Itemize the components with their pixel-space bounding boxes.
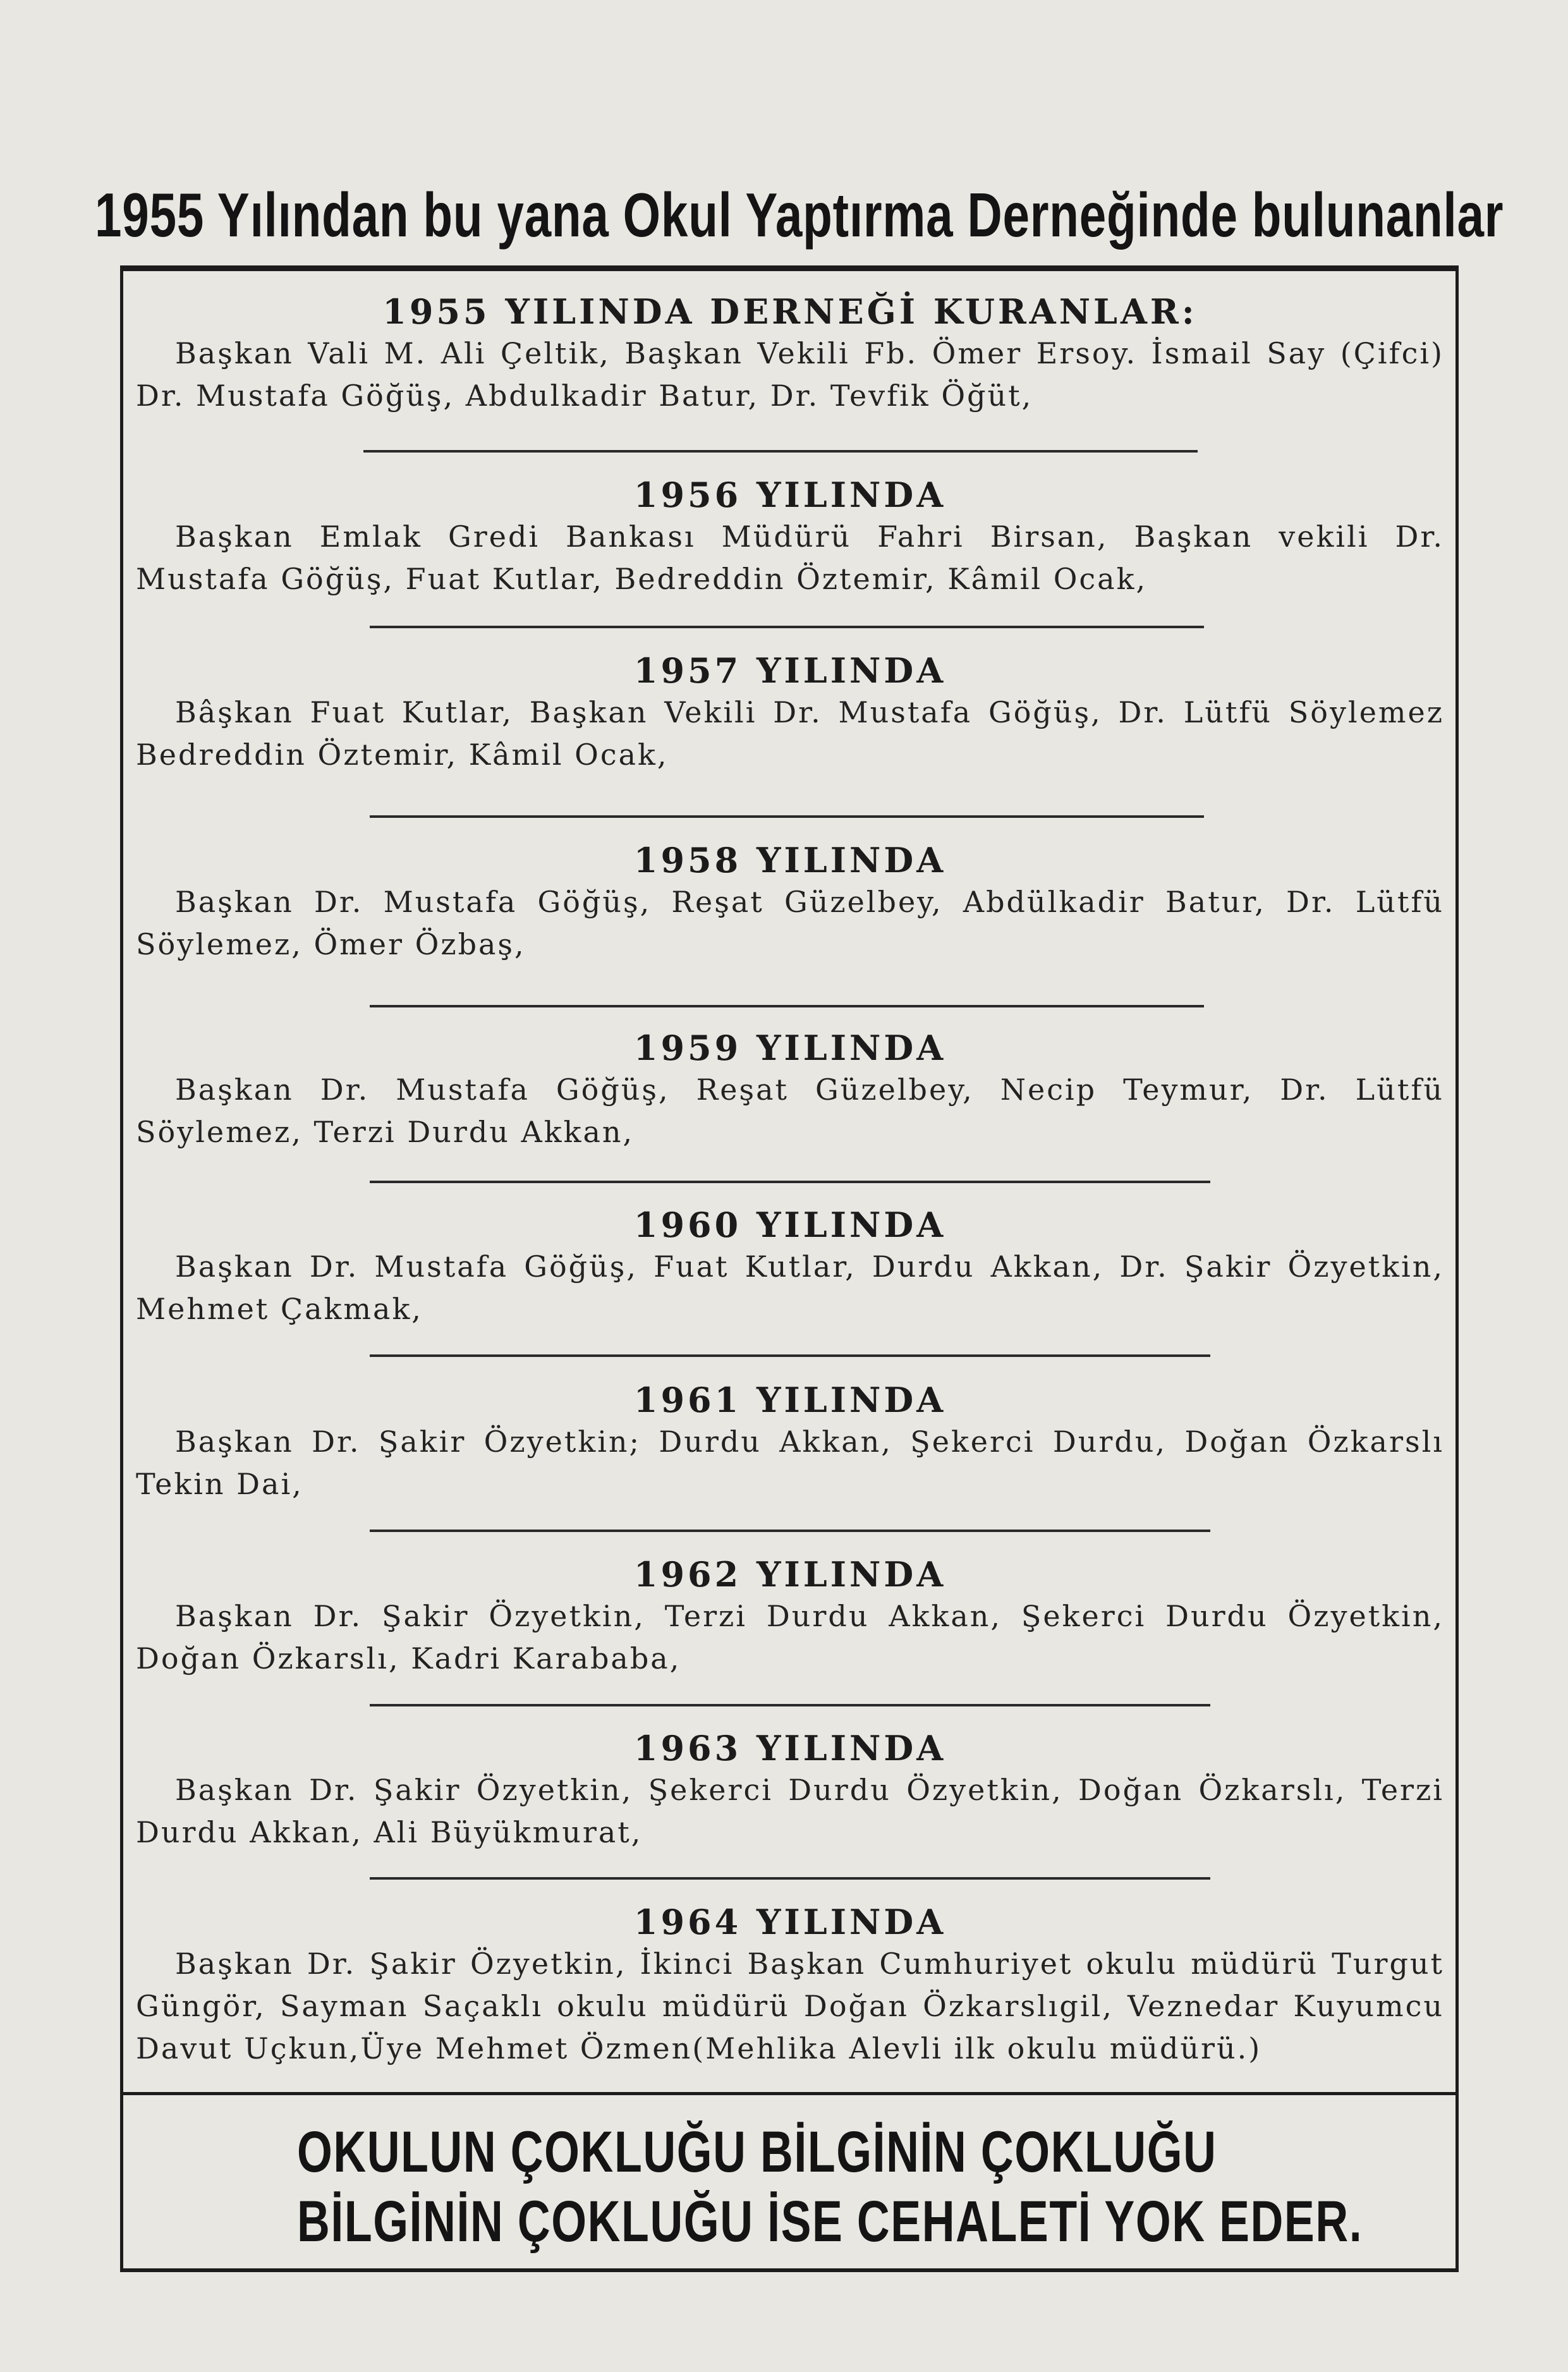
section-divider bbox=[370, 1704, 1210, 1706]
section-1964 bbox=[136, 1901, 1444, 2070]
section-title: 1956 YILINDA bbox=[633, 475, 947, 515]
section-divider bbox=[370, 1181, 1210, 1183]
section-title: 1961 YILINDA bbox=[633, 1380, 947, 1420]
page-headline: 1955 Yılından bu yana Okul Yaptırma Derneğinde bulunanlar bbox=[95, 180, 1504, 250]
section-1957 bbox=[136, 650, 1444, 776]
section-title: 1962 YILINDA bbox=[633, 1554, 947, 1595]
section-text: Başkan Dr. Şakir Özyetkin; Durdu Akkan, Şekerci Durdu, Doğan Özkarslı Tekin Dai, bbox=[136, 1425, 1444, 1501]
section-1960 bbox=[136, 1204, 1444, 1330]
section-1958 bbox=[136, 839, 1444, 966]
section-divider bbox=[363, 450, 1198, 453]
section-title: 1957 YILINDA bbox=[633, 650, 947, 691]
section-1959 bbox=[136, 1027, 1444, 1153]
section-title: 1963 YILINDA bbox=[633, 1728, 947, 1768]
section-divider bbox=[370, 1005, 1204, 1007]
section-1962 bbox=[136, 1554, 1444, 1680]
section-text: Başkan Vali M. Ali Çeltik, Başkan Vekili Fb. Ömer Ersoy. İsmail Say (Çifci) Dr. Mustafa Göğüş, Abdulkadir Batur, Dr. Tevfik Öğüt, bbox=[136, 336, 1444, 413]
section-title: 1964 YILINDA bbox=[633, 1902, 947, 1942]
section-divider bbox=[370, 1877, 1210, 1880]
section-title: 1959 YILINDA bbox=[633, 1028, 947, 1068]
section-text: Başkan Dr. Şakir Özyetkin, Terzi Durdu Akkan, Şekerci Durdu Özyetkin, Doğan Özkarslı, Kadri Karababa, bbox=[136, 1599, 1444, 1676]
section-title: 1955 YILINDA DERNEĞİ KURANLAR: bbox=[382, 291, 1198, 332]
motto-divider bbox=[123, 2092, 1456, 2095]
section-text: Başkan Dr. Şakir Özyetkin, Şekerci Durdu Özyetkin, Doğan Özkarslı, Terzi Durdu Akkan, Ali Büyükmurat, bbox=[136, 1773, 1444, 1849]
motto-line-1: OKULUN ÇOKLUĞU BİLGİNİN ÇOKLUĞU bbox=[297, 2120, 1217, 2184]
section-divider bbox=[370, 1354, 1210, 1357]
section-text: Başkan Dr. Şakir Özyetkin, İkinci Başkan Cumhuriyet okulu müdürü Turgut Güngör, Sayman Saçaklı okulu müdürü Doğan Özkarslıgil, Veznedar Kuyumcu Davut Uçkun,Üye Mehmet Özmen(Mehlika Alevli ilk okulu müdürü.) bbox=[136, 1947, 1444, 2065]
section-1956 bbox=[136, 474, 1444, 600]
section-divider bbox=[370, 815, 1204, 818]
section-title: 1958 YILINDA bbox=[633, 840, 947, 880]
section-1961 bbox=[136, 1379, 1444, 1505]
section-divider bbox=[370, 626, 1204, 628]
section-text: Başkan Emlak Gredi Bankası Müdürü Fahri Birsan, Başkan vekili Dr. Mustafa Göğüş, Fuat Kutlar, Bedreddin Öztemir, Kâmil Ocak, bbox=[136, 520, 1444, 596]
section-text: Başkan Dr. Mustafa Göğüş, Reşat Güzelbey, Abdülkadir Batur, Dr. Lütfü Söylemez, Ömer Özbaş, bbox=[136, 885, 1444, 961]
section-text: Başkan Dr. Mustafa Göğüş, Reşat Güzelbey, Necip Teymur, Dr. Lütfü Söylemez, Terzi Durdu Akkan, bbox=[136, 1073, 1444, 1149]
section-1955 bbox=[136, 291, 1444, 417]
section-text: Başkan Dr. Mustafa Göğüş, Fuat Kutlar, Durdu Akkan, Dr. Şakir Özyetkin, Mehmet Çakmak, bbox=[136, 1250, 1444, 1326]
section-divider bbox=[370, 1530, 1210, 1532]
section-title: 1960 YILINDA bbox=[633, 1205, 947, 1245]
section-text: Bâşkan Fuat Kutlar, Başkan Vekili Dr. Mustafa Göğüş, Dr. Lütfü Söylemez Bedreddin Öztemir, Kâmil Ocak, bbox=[136, 695, 1444, 772]
motto-line-2: BİLGİNİN ÇOKLUĞU İSE CEHALETİ YOK EDER. bbox=[297, 2189, 1363, 2254]
section-1963 bbox=[136, 1727, 1444, 1854]
